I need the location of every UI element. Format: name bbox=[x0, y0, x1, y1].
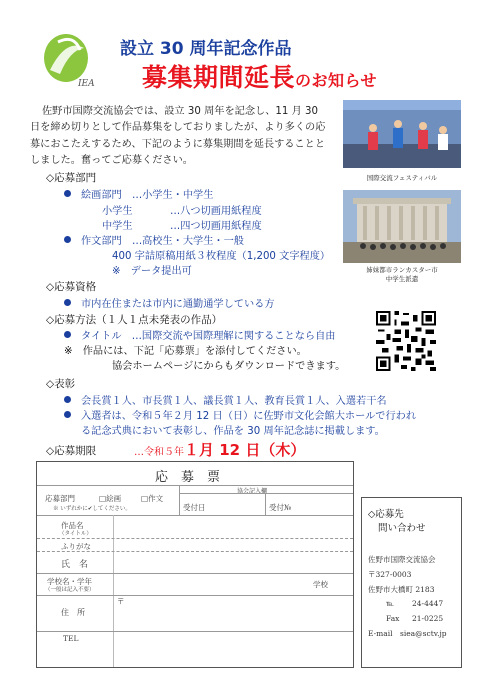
contact-heading1: ◇応募先 bbox=[368, 509, 404, 520]
essay-spec: 400 字詰原稿用紙３枚程度（1,200 文字程度） bbox=[112, 251, 331, 262]
essay-label: 作文部門 bbox=[81, 236, 122, 247]
categories-heading: ◇応募部門 bbox=[46, 172, 97, 184]
contact-email-label: E-mail bbox=[368, 629, 393, 638]
title-line2 bbox=[142, 58, 377, 94]
essay-note: ※ データ提出可 bbox=[112, 266, 192, 277]
category-note: ※ いずれかに✔してください。 bbox=[53, 506, 131, 512]
contact-postal: 〒327-0003 bbox=[368, 570, 412, 579]
name-label: 氏 名 bbox=[61, 560, 89, 570]
title-suffix: のお知らせ bbox=[295, 71, 378, 90]
painting-mid-size: …四つ切画用紙程度 bbox=[170, 221, 262, 232]
option-essay[interactable]: □作文 bbox=[141, 494, 164, 503]
logo-text: IEA bbox=[78, 79, 95, 89]
siea-logo bbox=[40, 30, 98, 90]
deadline-prefix: …令和５年 bbox=[134, 447, 184, 458]
received-date-label: 受付日 bbox=[183, 503, 206, 512]
lancaster-photo bbox=[343, 190, 461, 263]
tel-label: TEL bbox=[63, 634, 79, 643]
eligibility-text: 市内在住または市内に通勤通学している方 bbox=[81, 299, 275, 310]
contact-fax: 21-0225 bbox=[412, 614, 444, 623]
contact-address: 佐野市大橋町 2183 bbox=[368, 585, 435, 594]
form-title: 応 募 票 bbox=[155, 470, 221, 485]
painting-elem-size: …八つ切画用紙程度 bbox=[170, 206, 262, 217]
contact-tel-label: ℡ bbox=[386, 599, 395, 608]
painting-mid-label: 中学生 bbox=[102, 221, 133, 232]
festival-caption: 国際交流フェスティバル bbox=[366, 174, 438, 182]
essay-target: …高校生・大学生・一般 bbox=[131, 236, 244, 247]
title-main: 募集期間延長 bbox=[142, 63, 296, 92]
awards-heading: ◇表彰 bbox=[46, 378, 76, 390]
eligibility-heading: ◇応募資格 bbox=[46, 281, 97, 293]
work-name-sub: （タイトル） bbox=[59, 531, 92, 537]
contact-fax-label: Fax bbox=[386, 614, 400, 623]
awards-item2-line2: る記念式典において表彰し、作品を 30 周年記念誌に掲載します。 bbox=[81, 426, 385, 437]
awards-item2-line1: 入選者は、令和５年２月 12 日（日）に佐野市文化会館大ホールで行われ bbox=[81, 411, 417, 422]
deadline-value bbox=[134, 439, 305, 460]
contact-heading2: 問い合わせ bbox=[378, 523, 426, 534]
awards-item2 bbox=[64, 407, 416, 422]
contact-tel: 24-4447 bbox=[412, 599, 444, 608]
method-title-label: タイトル bbox=[81, 331, 122, 342]
deadline-heading: ◇応募期限 bbox=[46, 445, 97, 457]
method-note2: 協会ホームページにからもダウンロードできます。 bbox=[112, 361, 346, 372]
painting-elem-label: 小学生 bbox=[102, 206, 133, 217]
caption-line1: 姉妹都市ランカスター市 bbox=[366, 266, 438, 274]
contact-org: 佐野市国際交流協会 bbox=[368, 555, 436, 564]
awards-item1-text: 会長賞１人、市長賞１人、議長賞１人、教育長賞１人、入選若干名 bbox=[81, 396, 387, 407]
school-label: 学校名・学年 bbox=[47, 577, 92, 586]
awards-item1 bbox=[64, 392, 387, 407]
contact-box bbox=[361, 497, 462, 668]
festival-photo bbox=[343, 100, 461, 168]
category-label: 応募部門 bbox=[45, 494, 75, 503]
painting-target: …小学生・中学生 bbox=[131, 190, 214, 201]
received-no-label: 受付№ bbox=[269, 503, 292, 512]
painting-label: 絵画部門 bbox=[81, 190, 122, 201]
office-use-label: 協会記入欄 bbox=[237, 488, 268, 495]
school-sub: （一般は記入不要） bbox=[45, 587, 95, 593]
qr-code bbox=[376, 311, 436, 371]
postal-mark: 〒 bbox=[117, 597, 125, 606]
option-painting[interactable]: □絵画 bbox=[99, 494, 122, 503]
school-suffix: 学校 bbox=[313, 580, 328, 589]
application-form bbox=[36, 461, 354, 668]
painting-row bbox=[64, 186, 213, 201]
lancaster-caption bbox=[343, 266, 461, 284]
eligibility-item bbox=[64, 295, 275, 310]
address-label: 住 所 bbox=[61, 608, 85, 617]
essay-row bbox=[64, 232, 244, 247]
method-title-row bbox=[64, 327, 335, 342]
contact-email[interactable]: siea@sctv.jp bbox=[400, 629, 447, 638]
work-name-label: 作品名 bbox=[61, 521, 84, 530]
caption-line2: 中学生派遣 bbox=[385, 275, 419, 283]
intro-paragraph: 佐野市国際交流協会では、設立 30 周年を記念し、11 月 30 日を締め切りとして作品募集をしておりましたが、より多くの応募におこたえするため、下記のように募集期間を延長することとしました。奮ってご応募ください。 bbox=[30, 106, 326, 166]
method-note1: ※ 作品には、下記「応募票」を添付してください。 bbox=[64, 346, 307, 357]
deadline-date: １月 12 日（木） bbox=[184, 441, 306, 459]
method-title-text: …国際交流や国際理解に関することなら自由 bbox=[131, 331, 336, 342]
method-heading: ◇応募方法（１人１点未発表の作品） bbox=[46, 314, 223, 326]
furigana-label: ふりがな bbox=[61, 542, 91, 551]
title-line1: 設立 30 周年記念作品 bbox=[120, 39, 292, 59]
